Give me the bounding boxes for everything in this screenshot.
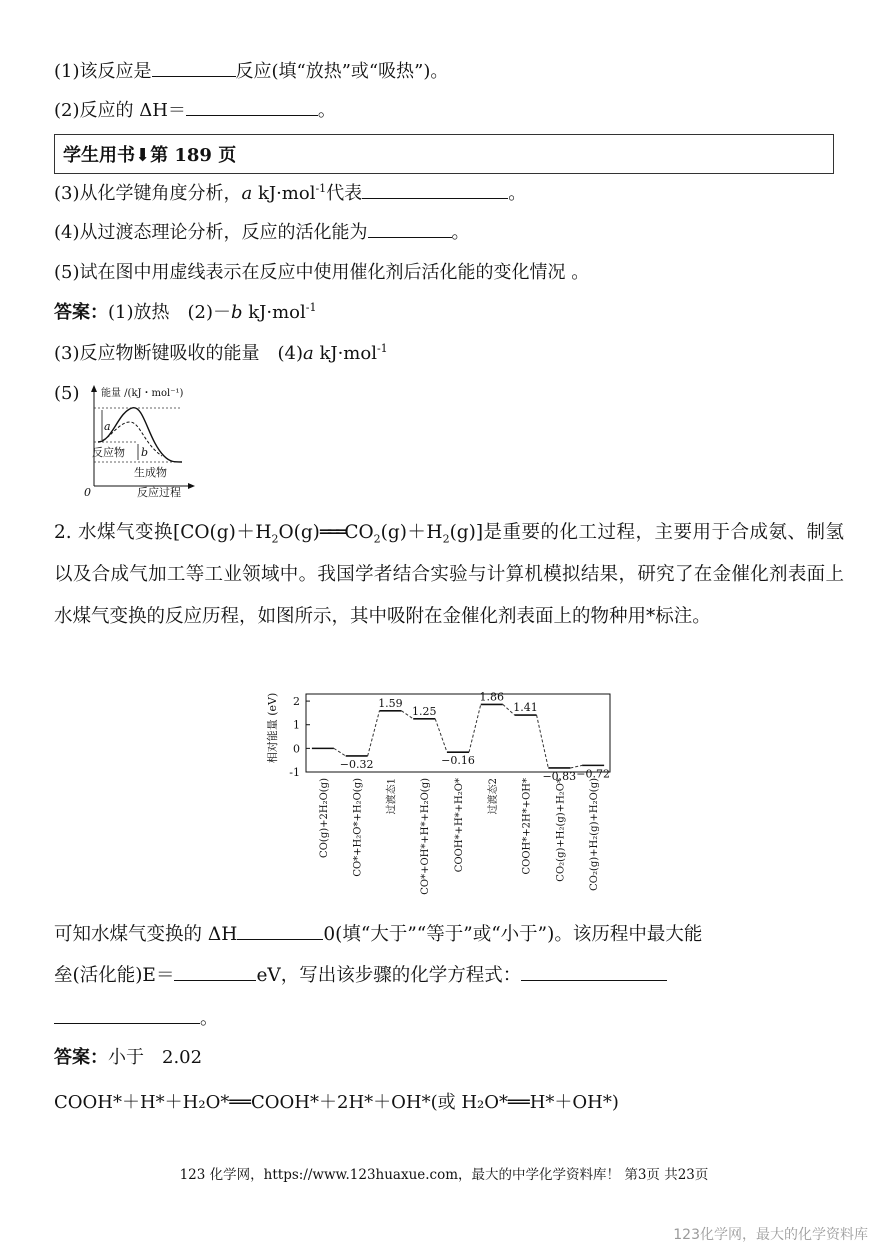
answer-blank[interactable] — [521, 962, 667, 981]
answer-blank[interactable] — [174, 962, 256, 981]
y-tick-label: -1 — [289, 766, 300, 779]
x-category-label: COOH*+H*+H₂O* — [454, 778, 465, 873]
y-tick-label: 1 — [293, 718, 300, 732]
x-category-label: CO₂(g)+H₂(g)+H₂O(g) — [589, 778, 601, 891]
energy-connector — [334, 748, 346, 756]
value-label: 1.86 — [479, 690, 505, 704]
y-tick-label: 0 — [293, 742, 300, 756]
y-tick-label: 2 — [293, 695, 300, 709]
question-4: (4)从过渡态理论分析，反应的活化能为 。 — [54, 219, 470, 246]
value-label: −0.16 — [441, 754, 475, 768]
answer-blank[interactable] — [368, 219, 452, 238]
value-label: 1.41 — [513, 701, 538, 715]
reaction-energy-chart — [260, 688, 620, 898]
chart-y-axis-label: 相对能量 (eV) — [266, 692, 279, 764]
value-label: −0.72 — [576, 767, 610, 781]
x-category-label: COOH*+2H*+OH* — [521, 778, 533, 875]
box-label: 学生用书⬇第 189 页 — [63, 145, 237, 166]
question-3: (3)从化学键角度分析，a kJ·mol$^{-1}$代表 。 — [54, 182, 527, 204]
question-equation-line: 。 — [54, 1005, 218, 1032]
value-label: 1.59 — [378, 696, 403, 710]
value-label: 1.25 — [411, 704, 437, 718]
question-activation-energy: 垒(活化能)E＝ eV，写出该步骤的化学方程式： — [54, 962, 667, 989]
answer-blank[interactable] — [362, 180, 508, 199]
energy-connector — [435, 719, 447, 752]
answer-question-2: 答案：小于 2.02 — [54, 1047, 203, 1068]
x-category-label: CO(g)+2H₂O(g) — [318, 778, 330, 858]
label-b: b — [141, 446, 149, 459]
question-delta-h: 可知水煤气变换的 ΔH 0(填“大于”“等于”或“小于”)。该历程中最大能 — [54, 921, 702, 948]
label-reactant: 反应物 — [92, 446, 125, 459]
energy-connector — [537, 715, 549, 768]
answer-blank[interactable] — [152, 58, 236, 77]
x-category-label: CO₂(g)+H₂(g)+H₂O* — [555, 778, 567, 882]
question-5: (5)试在图中用虚线表示在反应中使用催化剂后活化能的变化情况 。 — [54, 262, 590, 283]
answer-1-2: 答案：(1)放热 (2)－b kJ·mol$^{-1}$ — [54, 301, 317, 323]
answer-blank[interactable] — [54, 1005, 200, 1024]
value-label: −0.32 — [339, 757, 374, 771]
x-category-label: CO*+OH*+H*+H₂O(g) — [420, 778, 432, 895]
question-1: (1)该反应是 反应(填“放热”或“吸热”)。 — [54, 58, 448, 85]
answer-blank[interactable] — [186, 97, 318, 116]
value-label: −0.83 — [542, 769, 577, 783]
student-book-page-box — [54, 134, 834, 174]
question-2-paragraph: 2. 水煤气变换$[CO(g)+H_2O(g)═══CO_2(g)+H_2(g)]$是重要的化工过程，主要用于合成氨、制氢以及合成气加工等工业领域中。我国学者结合实验与计算机模拟结果，研究了在金催化剂表面上水煤气变换的反应历程，如图所示，其中吸附在金催化剂表面上的物种用*标注。 — [54, 522, 844, 627]
footer: 123 化学网，https://www.123huaxue.com，最大的中学化学资料库！ 第3页 共23页 — [179, 1167, 709, 1183]
answer-5-label: (5) — [54, 383, 80, 404]
label-a: a — [104, 420, 111, 433]
energy-connector — [469, 704, 481, 752]
energy-diagram — [82, 382, 212, 500]
answer-3-4: (3)反应物断键吸收的能量 (4)a kJ·mol$^{-1}$ — [54, 342, 388, 364]
question-2: (2)反应的 ΔH＝ 。 — [54, 97, 336, 124]
label-product: 生成物 — [134, 466, 167, 479]
x-category-label: 过渡态1 — [386, 778, 398, 815]
x-category-label: CO*+H₂O*+H₂O(g) — [352, 778, 364, 877]
svg-text:0: 0 — [84, 486, 91, 499]
energy-axis-label: 能量 /(kJ・mol⁻¹) — [101, 388, 184, 399]
energy-connector — [368, 711, 380, 756]
answer-blank[interactable] — [237, 921, 323, 940]
x-category-label: 过渡态2 — [487, 778, 499, 815]
answer-equation: COOH*＋H*＋H₂O*══COOH*＋2H*＋OH*(或 H₂O*══H*＋OH*) — [54, 1092, 619, 1113]
watermark: 123化学网，最大的化学资料库 — [673, 1227, 868, 1243]
process-axis-label: 反应过程 — [137, 486, 181, 499]
